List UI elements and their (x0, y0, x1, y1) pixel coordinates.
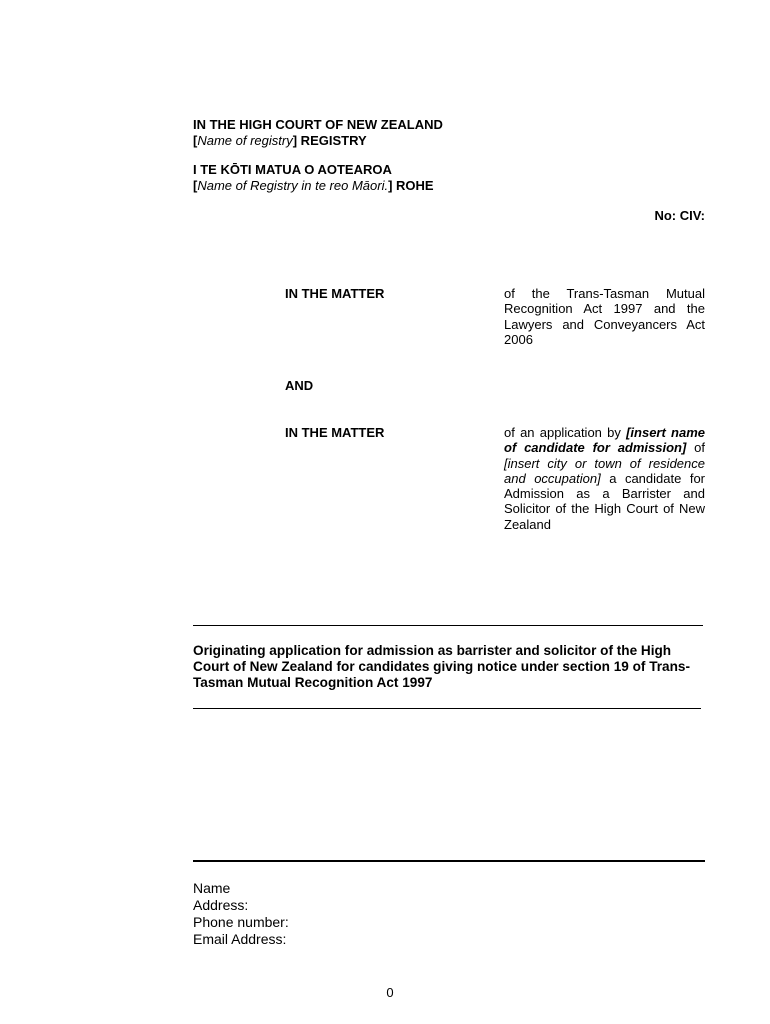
court-name-mi: I TE KŌTI MATUA O AOTEAROA (193, 162, 392, 177)
contact-rule (193, 860, 705, 862)
court-heading (193, 117, 593, 148)
registry-line-mi: [Name of Registry in te reo Māori.] ROHE (193, 177, 434, 193)
and-label: AND (285, 378, 314, 393)
registry-suffix: REGISTRY (297, 132, 367, 148)
court-heading-maori (193, 162, 593, 193)
registry-mi-placeholder: Name of Registry in te reo Māori. (197, 177, 389, 193)
case-number: No: CIV: (654, 208, 705, 223)
registry-line: [Name of registry] REGISTRY (193, 132, 367, 148)
court-name-en: IN THE HIGH COURT OF NEW ZEALAND (193, 117, 443, 132)
registry-mi-suffix: ROHE (392, 177, 434, 193)
page-number: 0 (386, 985, 394, 1000)
insert-candidate-name: [insert name of candidate for admission] (504, 425, 705, 456)
contact-email: Email Address: (193, 931, 287, 947)
contact-address: Address: (193, 897, 249, 913)
contact-phone: Phone number: (193, 914, 289, 930)
matter-text-2: of an application by [insert name of candidate for admission] of [insert city or town of residence and occupation] a candidate for Admission as a Barrister and Solicitor of the High Court of New Zealand (504, 425, 706, 532)
matter-text-1: of the Trans-Tasman Mutual Recognition Act 1997 and the Lawyers and Conveyancers Act 2006 (504, 286, 705, 347)
contact-block (193, 880, 289, 948)
matter-label-1: IN THE MATTER (285, 286, 385, 301)
document-title: Originating application for admission as barrister and solicitor of the High Court of New Zealand for candidates giving notice under section 19 of Trans-Tasman Mutual Recognition Act 1997 (193, 643, 691, 690)
matter-label-2: IN THE MATTER (285, 425, 385, 440)
title-bottom-rule (193, 708, 701, 709)
insert-city-occupation: [insert city or town of residence and occupation] (504, 455, 705, 486)
registry-placeholder: Name of registry (197, 132, 293, 148)
contact-name: Name (193, 880, 231, 896)
title-top-rule (193, 625, 703, 626)
